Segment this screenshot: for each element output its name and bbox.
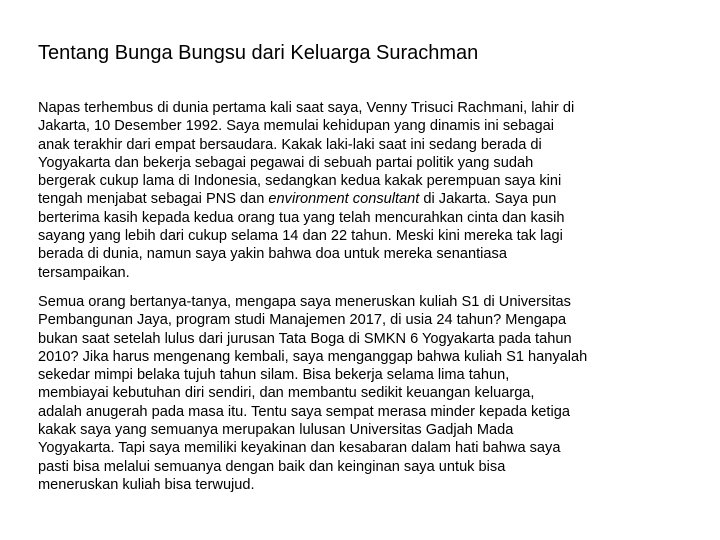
paragraph-education [38,293,688,494]
paragraph-line: berterima kasih kepada kedua orang tua yang telah mencurahkan cinta dan kasih [38,209,565,226]
paragraph-line: Yogyakarta. Tapi saya memiliki keyakinan dan kesabaran dalam hati bahwa saya [38,440,561,457]
paragraph-line: Napas terhembus di dunia pertama kali saat saya, Venny Trisuci Rachmani, lahir di [38,100,575,116]
paragraph-line: Jakarta, 10 Desember 1992. Saya memulai kehidupan yang dinamis ini sebagai [38,118,554,135]
paragraph-line: bukan saat setelah lulus dari jurusan Tata Boga di SMKN 6 Yogyakarta pada tahun [38,330,572,347]
paragraph-line: kakak saya yang semuanya merupakan lulusan Universitas Gadjah Mada [38,422,514,439]
paragraph-line: bergerak cukup lama di Indonesia, sedangkan kedua kakak perempuan saya kini [38,173,562,190]
paragraph-line: tersampaikan. [38,264,130,281]
paragraph-line: pasti bisa melalui semuanya dengan baik dan keinginan saya untuk bisa [38,458,506,475]
paragraph-line: adalah anugerah pada masa itu. Tentu saya sempat merasa minder kepada ketiga [38,403,570,420]
paragraph-line: Pembangunan Jaya, program studi Manajemen 2017, di usia 24 tahun? Mengapa [38,312,567,329]
paragraph-line: Semua orang bertanya-tanya, mengapa saya meneruskan kuliah S1 di Universitas [38,293,571,310]
page-title: Tentang Bunga Bungsu dari Keluarga Surachman [38,42,479,64]
emphasis-text: environment consultant [268,191,420,208]
paragraph-line: anak terakhir dari empat bersaudara. Kakak laki-laki saat ini sedang berada di [38,136,542,153]
paragraph-intro [38,99,688,282]
paragraph-line: berada di dunia, namun saya yakin bahwa doa untuk mereka senantiasa [38,246,507,263]
paragraph-line: membiayai kebutuhan diri sendiri, dan membantu sedikit keuangan keluarga, [38,385,535,402]
paragraph-line: sayang yang lebih dari cukup selama 14 dan 22 tahun. Meski kini mereka tak lagi [38,228,563,245]
paragraph-line: Yogyakarta dan bekerja sebagai pegawai di sebuah partai politik yang sudah [38,154,534,171]
body-text [38,99,688,494]
line-text: di Jakarta. Saya pun [419,191,557,208]
paragraph-line: 2010? Jika harus mengenang kembali, saya menganggap bahwa kuliah S1 hanyalah [38,348,588,365]
paragraph-line: meneruskan kuliah bisa terwujud. [38,476,255,493]
paragraph-line: sekedar mimpi belaka tujuh tahun silam. Bisa bekerja selama lima tahun, [38,367,510,384]
paragraph-line [38,190,688,208]
line-text: tengah menjabat sebagai PNS dan [38,191,269,208]
